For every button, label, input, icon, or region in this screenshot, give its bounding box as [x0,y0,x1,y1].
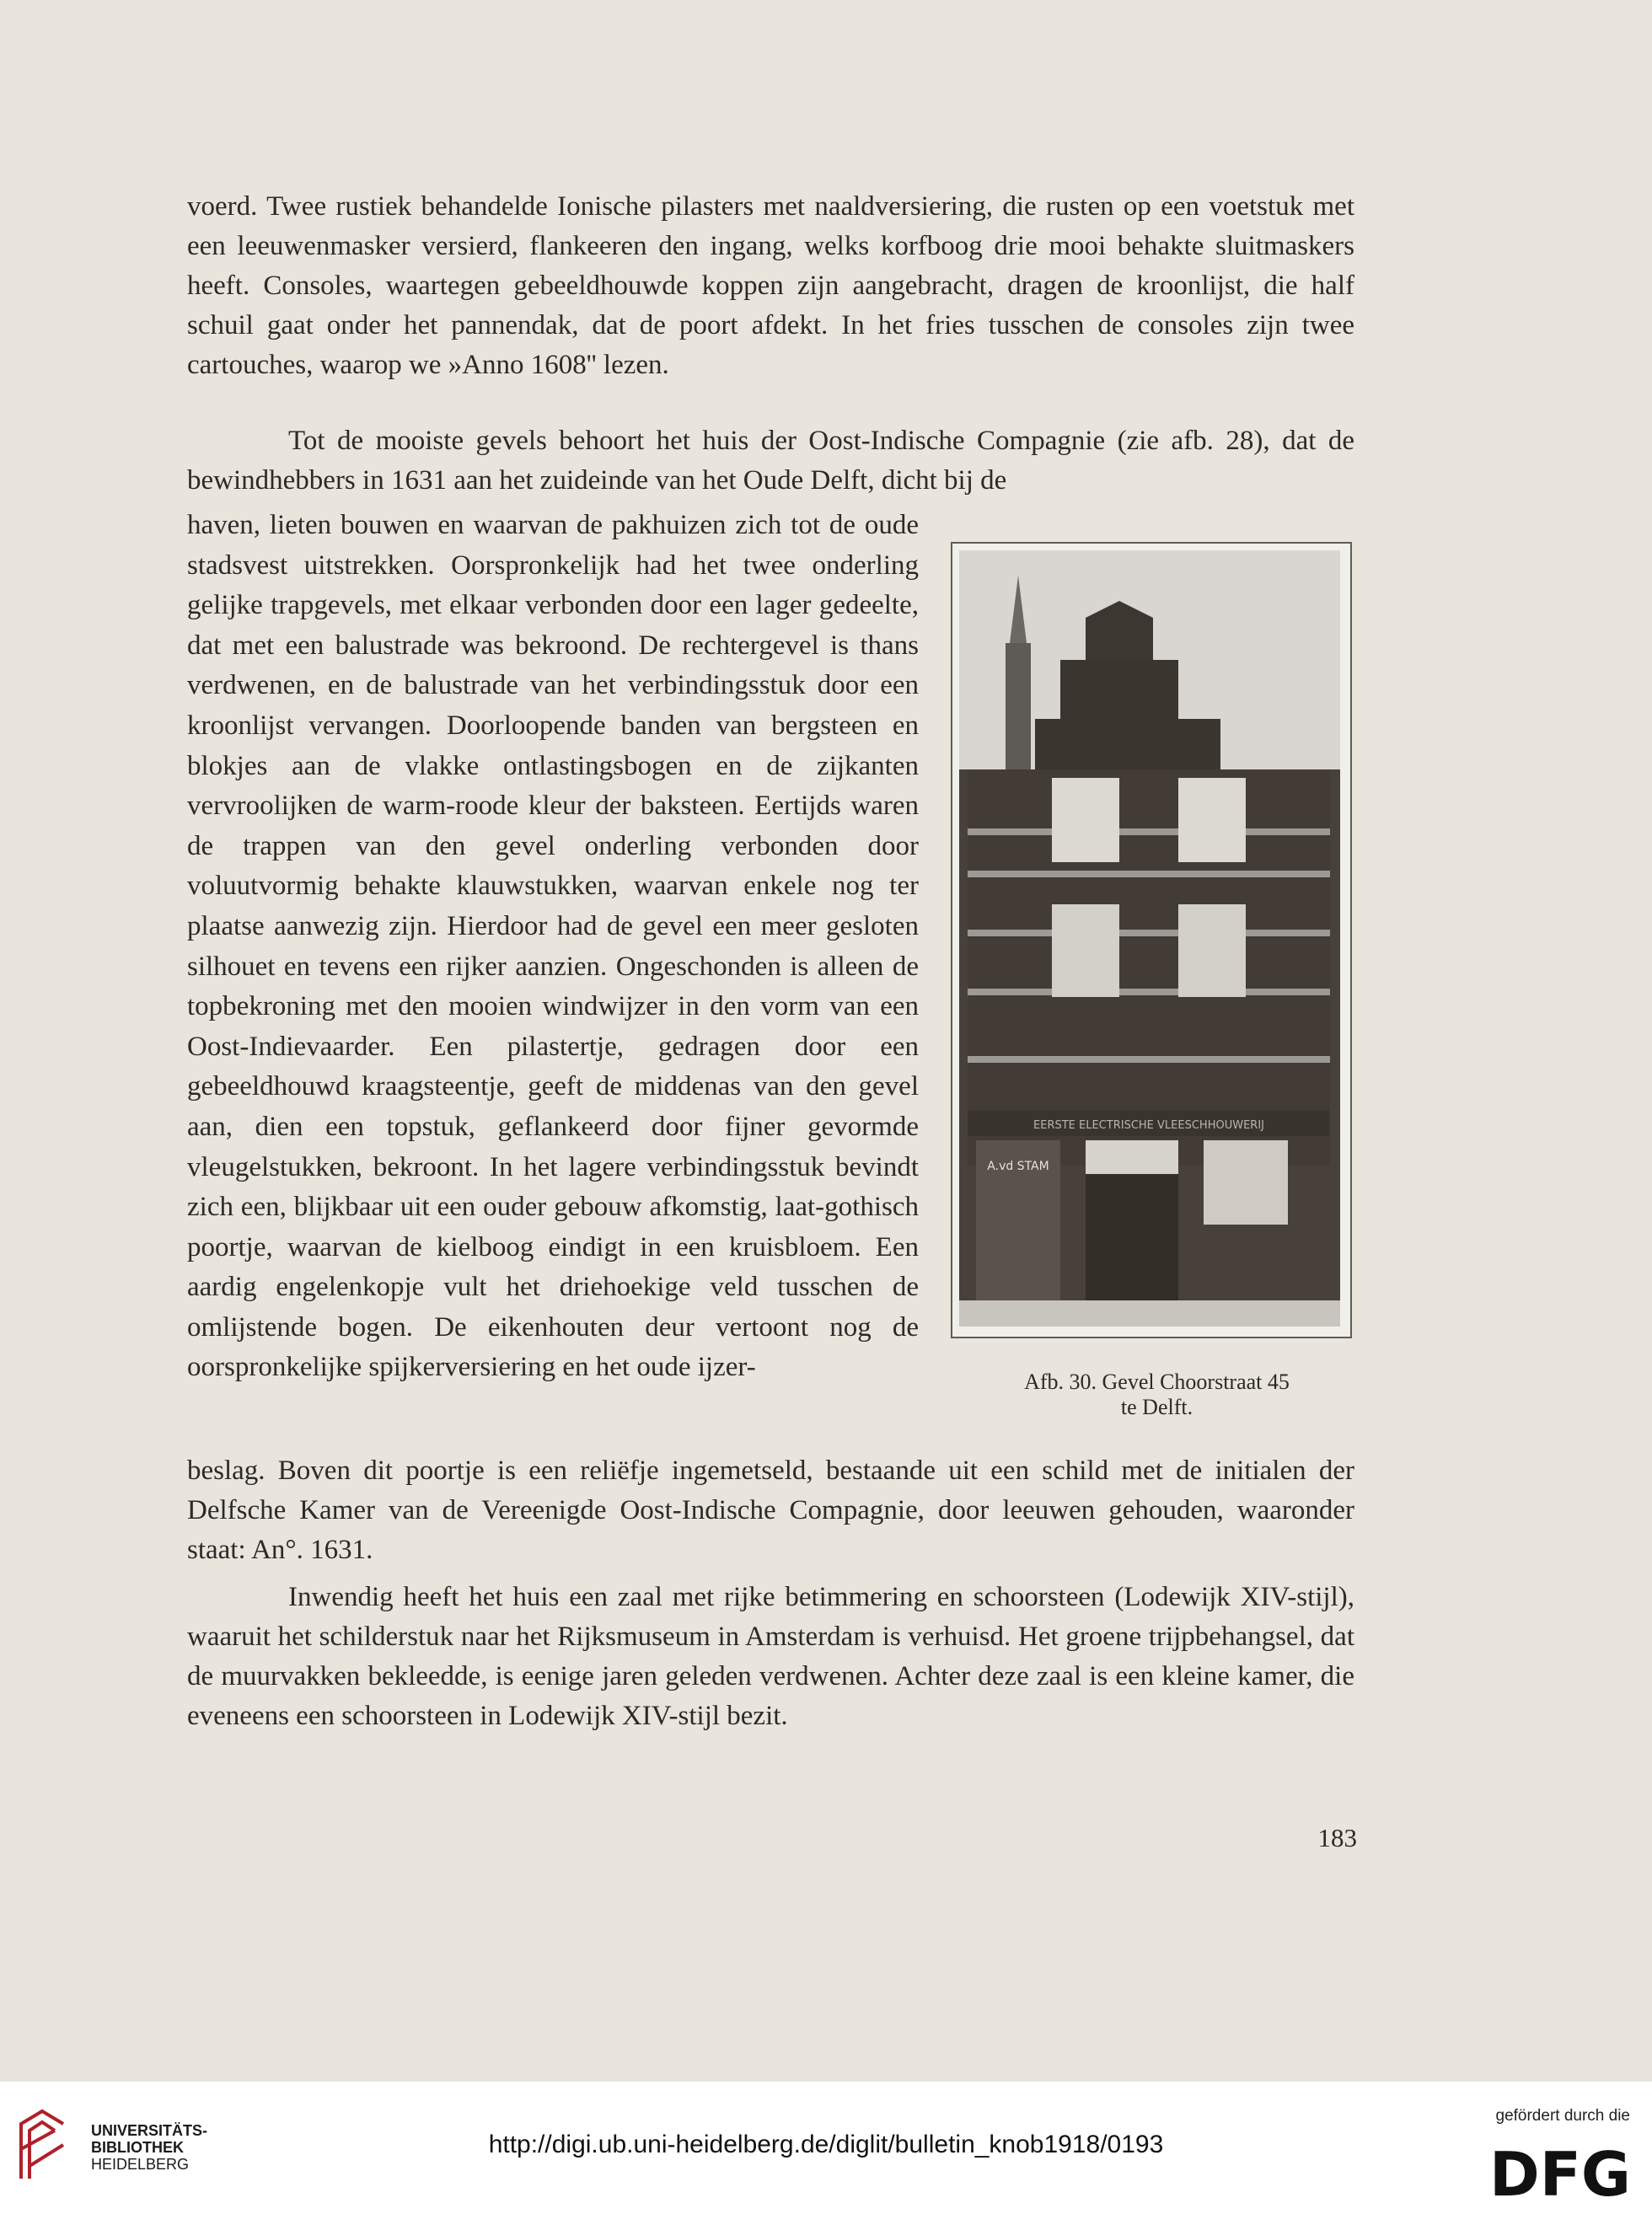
library-name-line-3: HEIDELBERG [91,2156,190,2173]
library-name-line-1: UNIVERSITÄTS- [91,2122,208,2139]
paragraph-beside-figure [187,506,919,1388]
paragraph-1-text: voerd. Twee rustiek behandelde Ionische pilasters met naaldversiering, die rusten op een voetstuk met een leeuwenmasker versierd, flankeeren den ingang, welks korfboog drie mooi behakte sluitmaskers heeft. Consoles, waartegen gebeeldhouwde koppen zijn aangebracht, dragen de kroonlijst, die half schuil gaat onder het pannendak, dat de poort afdekt. In het fries tusschen de consoles zijn twee cartouches, waarop we »Anno 1608'' lezen. [187,191,1354,380]
paragraph-interior [187,1578,1354,1736]
figure-30 [951,542,1352,1338]
dfg-logo-icon [1471,2136,1631,2204]
photo-banner-text: EERSTE ELECTRISCHE VLEESCHHOUWERIJ [1033,1119,1264,1132]
library-name-line-2: BIBLIOTHEK [91,2139,184,2156]
paragraph-2-end: beslag. Boven dit poortje is een reliëfje ingemetseld, bestaande uit een schild met de initialen der Delfsche Kamer van de Vereenigde Oost-Indische Compagnie, door leeuwen gehouden, waaronder staat: An°. 1631. [187,1455,1354,1565]
facade-photo [959,550,1340,1327]
paragraph-2-full-width: Tot de mooiste gevels behoort het huis der Oost-Indische Compagnie (zie afb. 28), dat de bewindhebbers in 1631 aan het zuideinde van het Oude Delft, dicht bij de [187,426,1354,496]
dfg-logo-text: DFG [1488,2139,1631,2204]
paragraph-intro [187,187,1354,385]
figure-caption [969,1370,1344,1420]
page-number: 183 [1317,1823,1357,1852]
caption-line-2: te Delft. [1120,1395,1193,1419]
source-url-link[interactable]: http://digi.ub.uni-heidelberg.de/diglit/bulletin_knob1918/0193 [488,2131,1164,2158]
paragraph-3-text: Inwendig heeft het huis een zaal met rijke betimmering en schoorsteen (Lodewijk XIV-stijl), waaruit het schilderstuk naar het Rijksmuseum in Amsterdam is verhuisd. Het groene trijpbehangsel, dat de muurvakken bekleedde, is eenige jaren geleden verdwenen. Achter deze zaal is een kleine kamer, die eveneens een schoorsteen in Lodewijk XIV-stijl bezit. [187,1582,1354,1731]
caption-line-1: Afb. 30. Gevel Choorstraat 45 [1024,1370,1290,1394]
paragraph-oost-indische-start [187,421,1354,501]
paragraph-2-narrow: haven, lieten bouwen en waarvan de pakhuizen zich tot de oude stadsvest uitstrekken. Oorspronkelijk had het twee onderling gelijke trapgevels, met elkaar verbonden door een lager gedeelte, dat met een balustrade was bekroond. De rechtergevel is thans verdwenen, en de balustrade van het verbindingsstuk door een kroonlijst vervangen. Doorloopende banden van bergsteen en blokjes aan de vlakke ontlastingsbogen en de zijkanten vervroolijken de warm-roode kleur der baksteen. Eertijds waren de trappen van den gevel onderling verbonden door voluutvormig behakte klauwstukken, waarvan enkele nog ter plaatse aanwezig zijn. Hierdoor had de gevel een meer gesloten silhouet en tevens een rijker aanzien. Ongeschonden is alleen de topbekroning met den mooien windwijzer in den vorm van een Oost-Indievaarder. Een pilastertje, gedragen door een gebeeldhouwd kraagsteentje, geeft de middenas van den gevel aan, dien een topstuk, geflankeerd door fijner gevormde vleugelstukken, bekroont. In het lagere verbindingsstuk bevindt zich een, blijkbaar uit een ouder gebouw afkomstig, laat-gothisch poortje, waarvan de kielboog eindigt in een kruisbloem. Een aardig engelenkopje vult het driehoekige veld tusschen de omlijstende bogen. De eikenhouten deur vertoont nog de oorspronkelijke spijkerversiering en het oude ijzer- [187,510,919,1383]
paragraph-oost-indische-end [187,1451,1354,1570]
sponsor-label: gefördert durch die [1495,2107,1630,2125]
photo-shop-sign: A.vd STAM [987,1160,1049,1173]
